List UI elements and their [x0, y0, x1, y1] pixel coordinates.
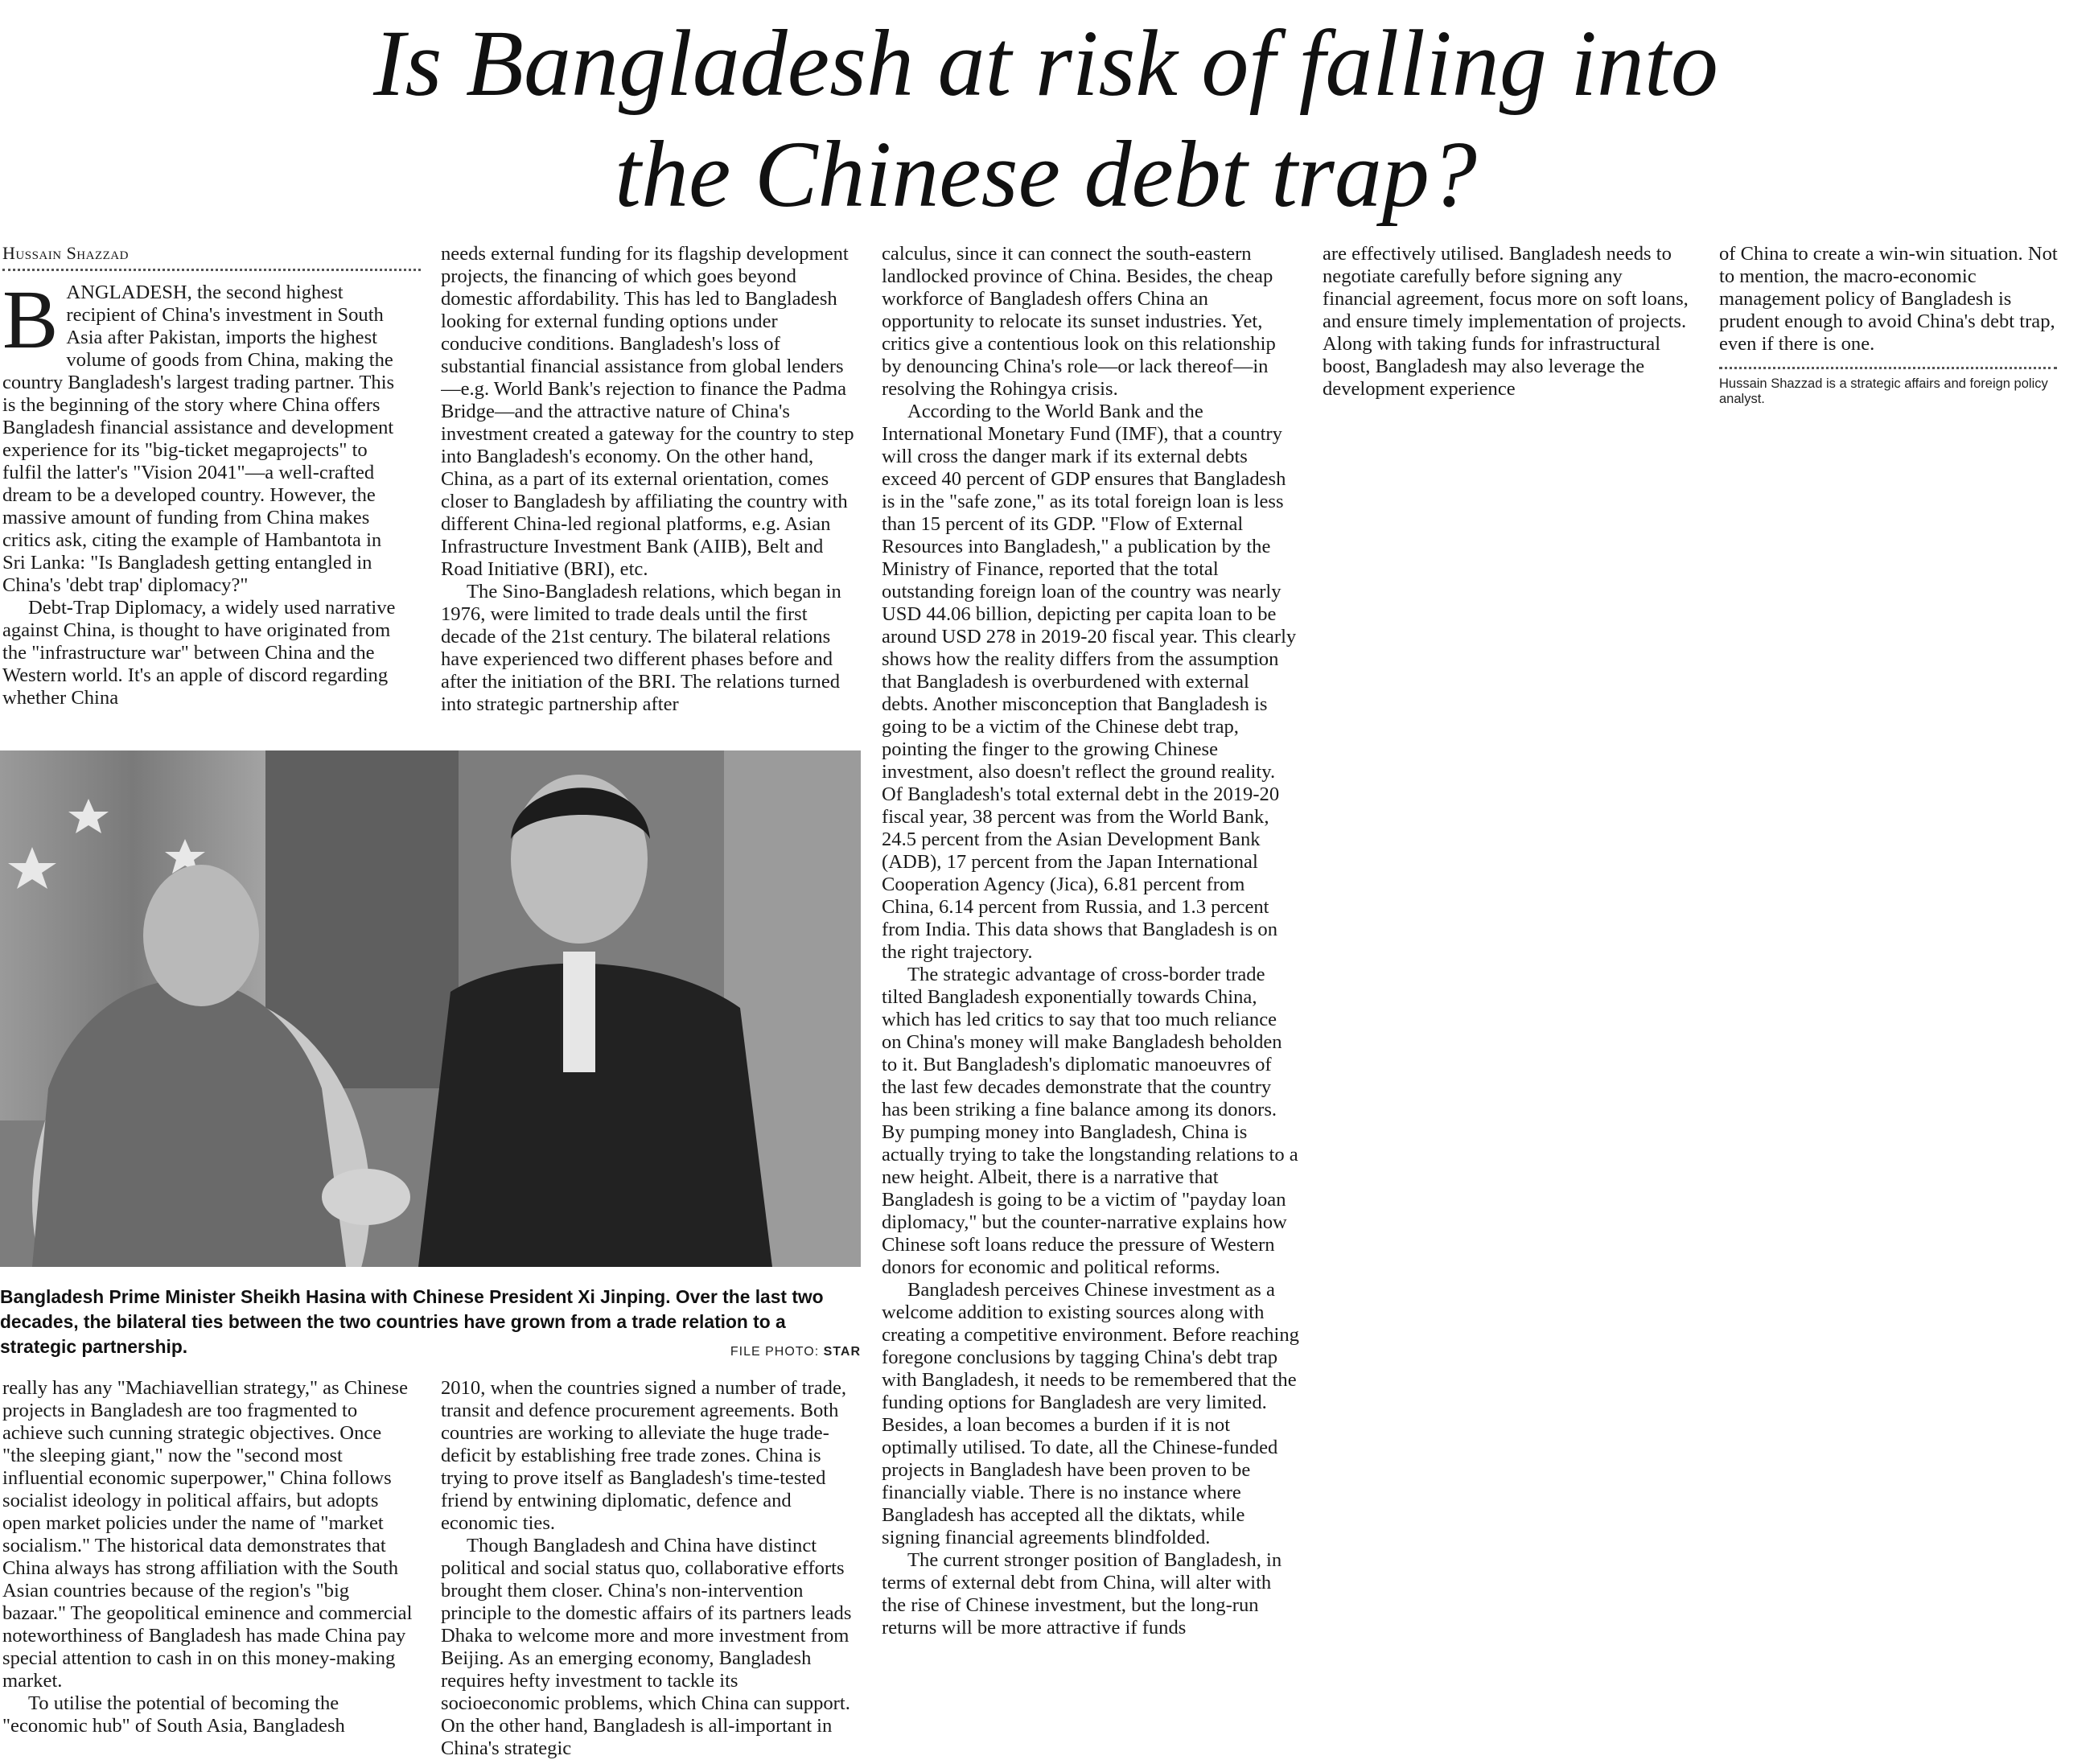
paragraph: Bangladesh perceives Chinese investment as a welcome addition to existing sources along with creating a competitive environment. Before reaching foregone conclusions by tagging China's debt trap with Bangladesh, it needs to be remembered that the funding options for Bangladesh are very limited. Besides, a loan becomes a burden if it is not optimally utilised. To date, all the Chinese-funded projects in Bangladesh have been proven to be financially viable. There is no instance where Bangladesh has accepted all the diktats, while signing financial agreements blindfolded.: [882, 1279, 1299, 1548]
paragraph: According to the World Bank and the International Monetary Fund (IMF), that a country will cross the danger mark if its external debts exceed 40 percent of GDP ensures that Bangladesh is in the "safe zone," as its total foreign loan is less than 15 percent of its GDP. "Flow of External Resources into Bangladesh," a publication by the Ministry of Finance, reported that the total outstanding foreign loan of the country was nearly USD 44.06 billion, depicting per capita loan to be around USD 278 in 2019-20 fiscal year. This clearly shows how the reality differs from the assumption that Bangladesh is overburdened with external debts. Another misconception that Bangladesh is going to be a victim of the Chinese debt trap, pointing the finger to the growing Chinese investment, also doesn't reflect the ground reality. Of Bangladesh's total external debt in the 2019-20 fiscal year, 38 percent was from the World Bank, 24.5 percent from the Asian Development Bank (ADB), 17 percent from the Japan International Cooperation Agency (Jica), 6.81 percent from China, 6.14 percent from Russia, and 1.3 percent from India. This data shows that Bangladesh is on the right trajectory.: [882, 401, 1297, 963]
paragraph: are effectively utilised. Bangladesh needs to negotiate carefully before signing any financial agreement, focus more on soft loans, and ensure timely implementation of projects. Along with taking funds for infrastructural boost, Bangladesh may also leverage the development experience: [1323, 243, 1689, 400]
bio-divider: [1719, 367, 2057, 369]
photo-illustration: [0, 750, 861, 1267]
column-2-bottom: [441, 1377, 858, 1762]
credit-source: STAR: [823, 1345, 861, 1359]
author-bio: Hussain Shazzad is a strategic affairs and foreign policy analyst.: [1719, 376, 2048, 406]
column-3: [882, 243, 1300, 1762]
paragraph: of China to create a win-win situation. Not to mention, the macro-economic management policy of Bangladesh is prudent enough to avoid China's debt trap, even if there is one.: [1719, 243, 2058, 355]
paragraph-text: the second highest recipient of China's investment in South Asia after Pakistan, imports the highest volume of goods from China, making the country Bangladesh's largest trading partner. This is the beginning of the story where China offers Bangladesh financial assistance and development experience for its "big-ticket megaprojects" to fulfil the latter's "Vision 2041"—a well-crafted dream to be a developed country. However, the massive amount of funding from China makes critics ask, citing the example of Hambantota in Sri Lanka: "Is Bangladesh getting entangled in China's 'debt trap' diplomacy?": [2, 282, 395, 596]
photo-credit: [611, 1345, 861, 1359]
column-1-bottom: [2, 1377, 418, 1762]
paragraph: calculus, since it can connect the south-eastern landlocked province of China. Besides, the cheap workforce of Bangladesh offers China an opportunity to relocate its sunset industries. Yet, critics give a contentious look on this relationship by denouncing China's role—or lack thereof—in resolving the Rohingya crisis.: [882, 243, 1276, 400]
byline: Hussain Shazzad: [2, 243, 421, 271]
column-5: [1719, 243, 2076, 364]
paragraph: needs external funding for its flagship development projects, the financing of which goes beyond domestic affordability. This has led to Bangladesh looking for external funding options under conducive conditions. Bangladesh's loss of substantial financial assistance from global lenders—e.g. World Bank's rejection to finance the Padma Bridge—and the attractive nature of China's investment created a gateway for the country to step into Bangladesh's economy. On the other hand, China, as a part of its external orientation, comes closer to Bangladesh by affiliating the country with different China-led regional platforms, e.g. Asian Infrastructure Investment Bank (AIIB), Belt and Road Initiative (BRI), etc.: [441, 243, 854, 580]
drop-cap: B: [2, 282, 59, 366]
column-4: [1323, 243, 1694, 412]
person-right-shirt: [563, 952, 595, 1072]
paragraph: Though Bangladesh and China have distinct political and social status quo, collaborative efforts brought them closer. China's non-intervention principle to the domestic affairs of its partners leads Dhaka to welcome more and more investment from Beijing. As an emerging economy, Bangladesh requires hefty investment to tackle its socioeconomic problems, which China can support. On the other hand, Bangladesh is all-important in China's strategic: [441, 1535, 852, 1759]
photo-caption: Bangladesh Prime Minister Sheikh Hasina with Chinese President Xi Jinping. Over the last two decades, the bilateral ties between the two countries have grown from a trade relation to a strategic partnership.: [0, 1286, 824, 1357]
news-photo: [0, 750, 861, 1267]
paragraph: The Sino-Bangladesh relations, which began in 1976, were limited to trade deals until the first decade of the 21st century. The bilateral relations have experienced two different phases before and after the initiation of the BRI. The relations turned into strategic partnership after: [441, 581, 841, 715]
paragraph: [2, 282, 400, 597]
column-1-top: [2, 282, 400, 736]
person-left-face: [143, 865, 259, 1006]
paragraph: Debt-Trap Diplomacy, a widely used narrative against China, is thought to have originated from the "infrastructure war" between China and the Western world. It's an apple of discord regarding whether China: [2, 597, 396, 709]
headline-line-1: Is Bangladesh at risk of falling into: [373, 10, 1718, 116]
credit-prefix: FILE PHOTO:: [730, 1345, 820, 1359]
paragraph: 2010, when the countries signed a number of trade, transit and defence procurement agreements. Both countries are working to alleviate the huge trade-deficit by establishing free trade zones. China is trying to prove itself as Bangladesh's time-tested friend by entwining diplomatic, defence and economic ties.: [441, 1377, 847, 1534]
headline-line-2: the Chinese debt trap?: [615, 121, 1477, 227]
handshake: [322, 1169, 410, 1225]
paragraph: To utilise the potential of becoming the "economic hub" of South Asia, Bangladesh: [2, 1692, 345, 1737]
lead-in: ANGLADESH,: [66, 282, 192, 303]
paragraph: The strategic advantage of cross-border trade tilted Bangladesh exponentially towards China, which has led critics to say that too much reliance on China's money will make Bangladesh beholden to it. But Bangladesh's diplomatic manoeuvres of the last few decades demonstrate that the country has been striking a fine balance among its donors. By pumping money into Bangladesh, China is actually trying to take the longstanding relations to a new height. Albeit, there is a narrative that Bangladesh is going to be a victim of "payday loan diplomacy," but the counter-narrative explains how Chinese soft loans reduce the pressure of Western donors for economic and political reforms.: [882, 964, 1298, 1278]
headline: [241, 8, 1850, 230]
paragraph: The current stronger position of Bangladesh, in terms of external debt from China, will alter with the rise of Chinese investment, but the long-run returns will be more attractive if funds: [882, 1549, 1282, 1639]
column-2-top: [441, 243, 858, 735]
paragraph: really has any "Machiavellian strategy," as Chinese projects in Bangladesh are too fragmented to achieve such cunning strategic objectives. Once "the sleeping giant," now the "second most influential economic superpower," China follows socialist ideology in political affairs, but adopts open market policies under the name of "market socialism." The historical data demonstrates that China always has strong affiliation with the South Asian countries because of the region's "big bazaar." The geopolitical eminence and commercial noteworthiness of Bangladesh has made China pay special attention to cash in on this money-making market.: [2, 1377, 413, 1692]
